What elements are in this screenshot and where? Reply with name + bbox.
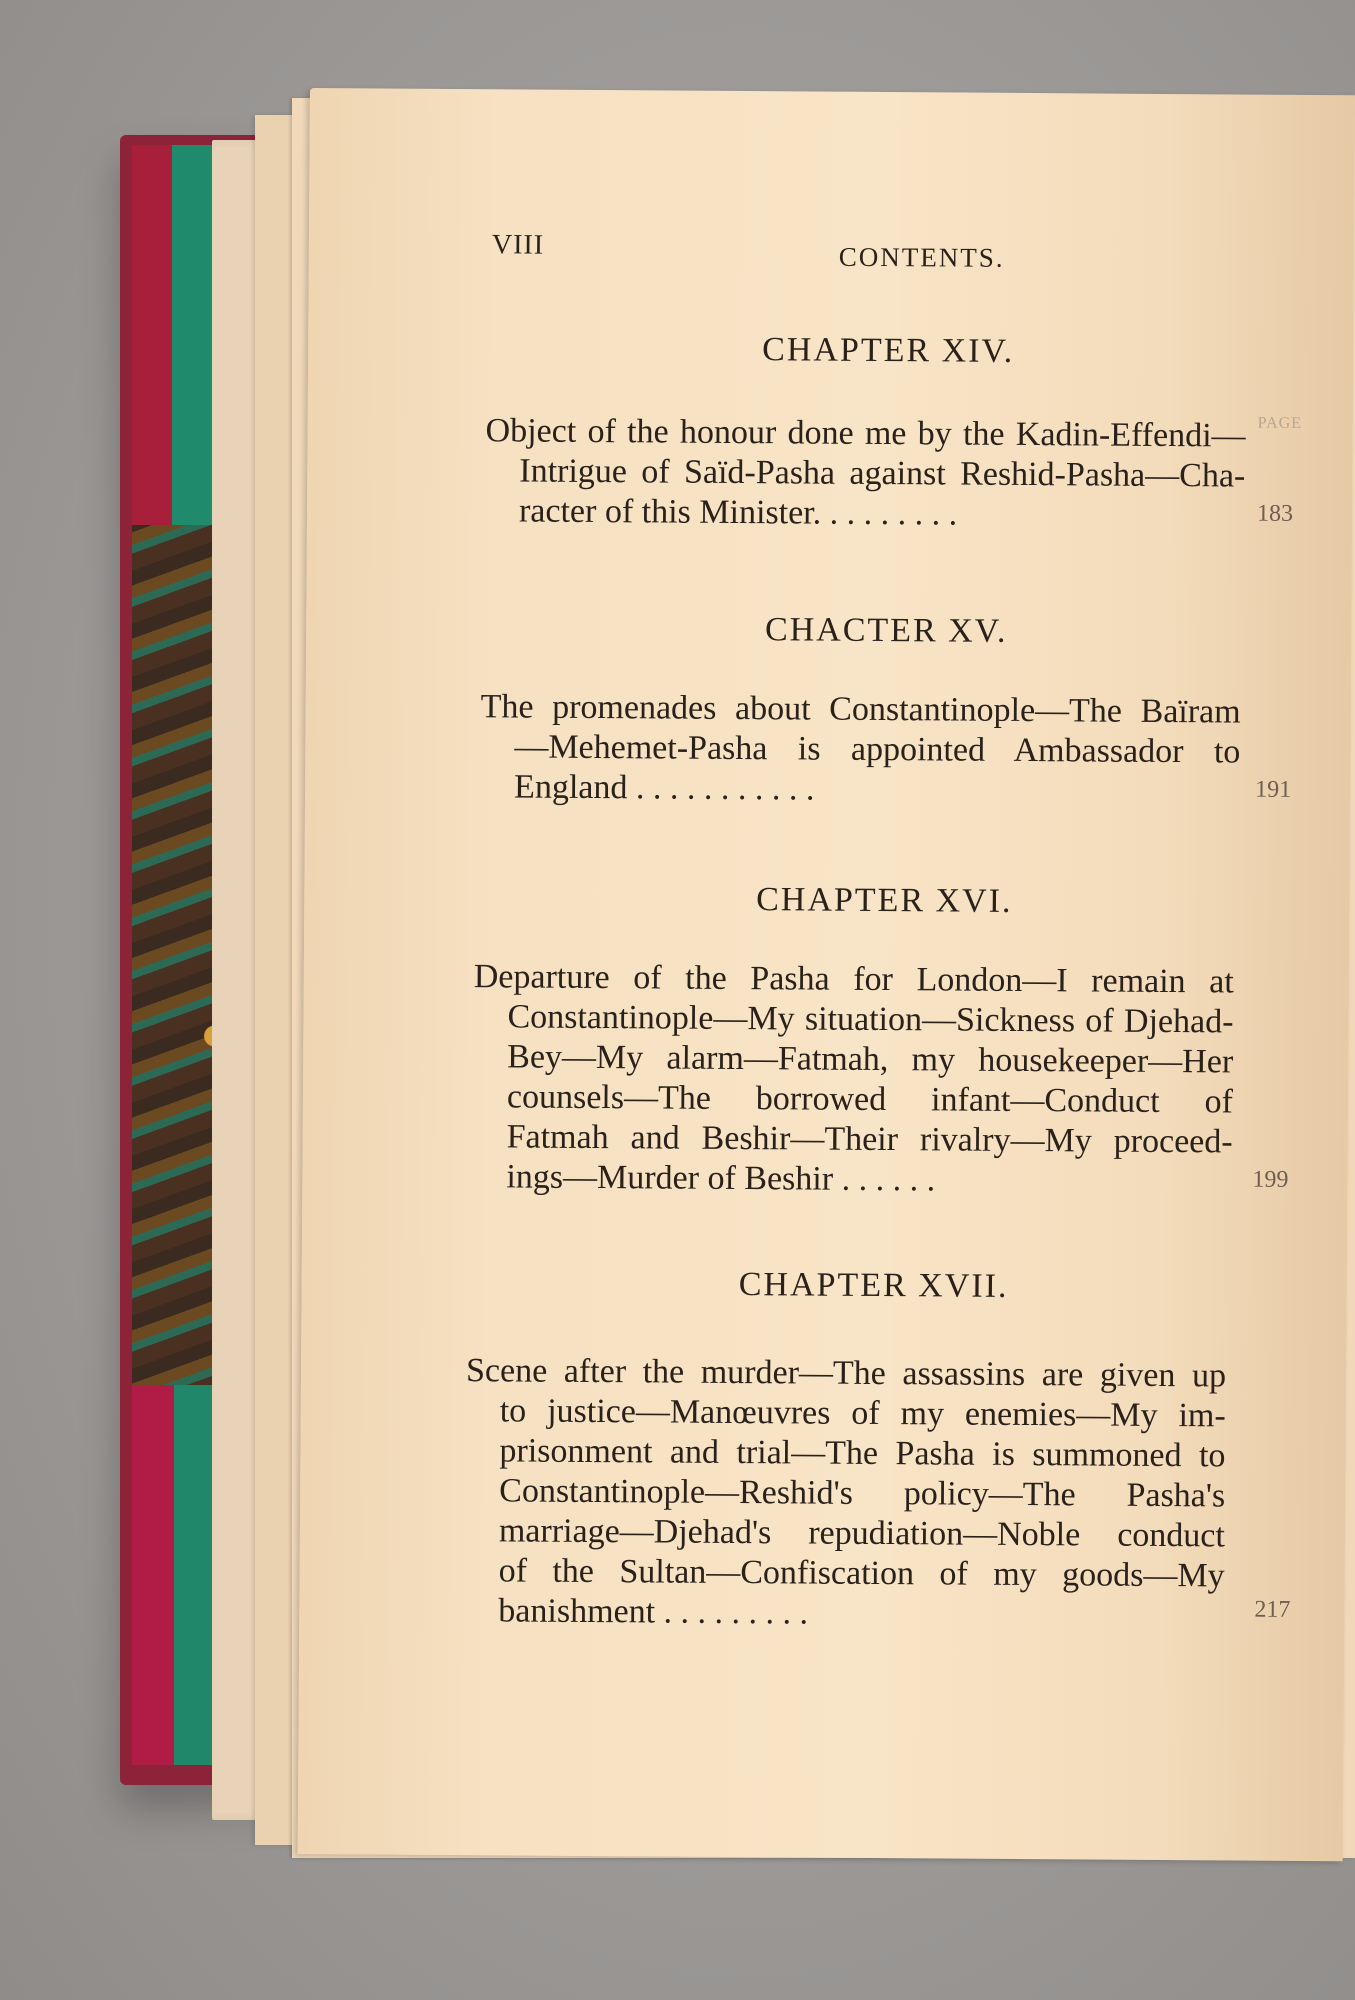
leader-dots: . . . . . . . . . xyxy=(663,1593,809,1632)
toc-entry xyxy=(485,411,1246,536)
entry-line: prisonment and trial—The Pasha is summoned to xyxy=(499,1432,1226,1475)
leader-dots: . . . . . . . . xyxy=(829,494,958,533)
toc-page-number: 183 xyxy=(1256,500,1294,527)
toc-entry xyxy=(472,957,1234,1202)
entry-text: racter of this Minister. xyxy=(518,492,822,532)
toc-page-number: 191 xyxy=(1255,776,1292,803)
entry-line: marriage—Djehad's repudiation—Noble conduct xyxy=(498,1512,1226,1555)
leader-dots: . . . . . . . . . . . xyxy=(635,769,815,808)
entry-line: counsels—The borrowed infant—Conduct of xyxy=(506,1078,1234,1121)
entry-line: Intrigue of Saïd-Pasha against Reshid-Pasha—Cha- xyxy=(519,452,1246,495)
toc-page-number: 217 xyxy=(1254,1596,1291,1623)
entry-line: Scene after the murder—The assassins are given up xyxy=(465,1352,1227,1395)
entry-line: Object of the honour done me by the Kadin-Effendi— xyxy=(485,412,1246,455)
entry-line xyxy=(472,1157,1232,1202)
entry-line: Constantinople—Reshid's policy—The Pasha's xyxy=(499,1472,1226,1515)
entry-line: —Mehemet-Pasha is appointed Ambassador to xyxy=(514,728,1241,771)
entry-line: Fatmah and Beshir—Their rivalry—My proceed- xyxy=(506,1118,1233,1161)
running-title: CONTENTS. xyxy=(838,241,1005,273)
entry-text: banishment xyxy=(498,1592,656,1631)
contents-page xyxy=(298,88,1355,1861)
toc-entry xyxy=(464,1351,1226,1636)
page-column-label: PAGE xyxy=(1257,414,1303,432)
leader-dots: . . . . . . xyxy=(841,1160,936,1199)
entry-line: to justice—Manœuvres of my enemies—My im- xyxy=(499,1392,1226,1435)
toc-page-number: 199 xyxy=(1252,1166,1289,1193)
entry-line xyxy=(480,767,1240,812)
entry-line: Constantinople—My situation—Sickness of Djehad- xyxy=(507,998,1234,1041)
chapter-heading: CHACTER XV. xyxy=(764,611,1008,650)
entry-line xyxy=(485,491,1245,536)
chapter-heading: CHAPTER XIV. xyxy=(762,331,1015,370)
toc-entry xyxy=(480,687,1241,812)
chapter-heading: CHAPTER XVII. xyxy=(738,1266,1009,1305)
entry-line: of the Sultan—Confiscation of my goods—My xyxy=(498,1552,1225,1595)
entry-line: The promenades about Constantinople—The Baïram xyxy=(480,688,1241,731)
entry-line: Bey—My alarm—Fatmah, my housekeeper—Her xyxy=(507,1038,1234,1081)
page-number-roman: VIII xyxy=(491,229,545,261)
chapter-heading: CHAPTER XVI. xyxy=(756,881,1013,920)
entry-line: Departure of the Pasha for London—I remain at xyxy=(473,958,1234,1001)
entry-text: ings—Murder of Beshir xyxy=(506,1158,834,1198)
entry-line xyxy=(464,1591,1224,1636)
entry-text: England xyxy=(513,768,628,807)
